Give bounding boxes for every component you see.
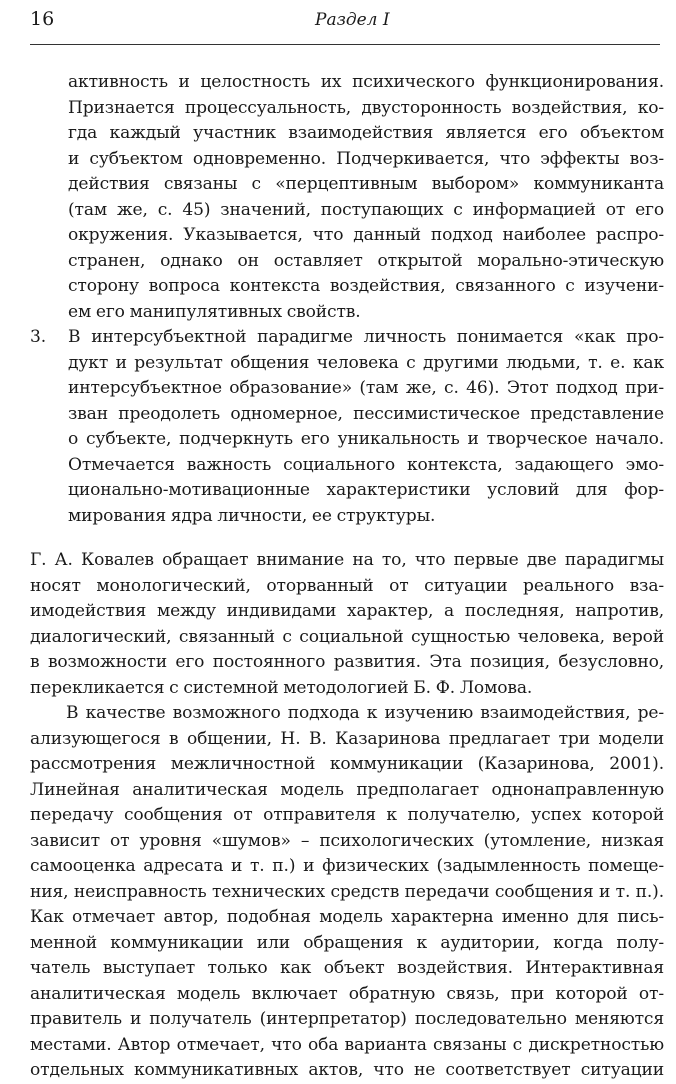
list-item-2-continuation [68,70,664,325]
text-line: Отмечается важность социального контекста, задающего эмо- [68,454,664,475]
text-line: рассмотрения межличностной коммуникации (Казаринова, 2001). [30,754,664,774]
text-line: перекликается с системной методологией Б. Ф. Ломова. [30,677,533,698]
text-line: В интерсубъектной парадигме личность понимается «как про- [68,327,664,347]
paragraph-gap [30,529,664,548]
text-line: ния, неисправность технических средств передачи сообщения и т. п.). [30,881,664,902]
text-line: Как отмечает автор, подобная модель характерна именно для пись- [30,907,664,927]
text-line: (там же, с. 45) значений, поступающих с информацией от его [68,199,664,220]
text-line: Линейная аналитическая модель предполагает однонаправленную [30,779,664,800]
page-number: 16 [30,8,55,30]
paragraph-kovalev [30,548,664,701]
list-marker: 3. [30,327,47,347]
text-line: странен, однако он оставляет открытой морально-этическую [68,250,664,271]
text-line: мирования ядра личности, ее структуры. [68,505,436,526]
page-header [30,8,660,36]
text-line: правитель и получатель (интерпретатор) последовательно меняются [30,1009,664,1029]
text-line: и субъектом одновременно. Подчеркивается, что эффекты воз- [68,148,664,169]
numbered-list [30,70,664,529]
text-line: Г. А. Ковалев обращает внимание на то, что первые две парадигмы [30,550,664,570]
text-line: аналитическая модель включает обратную связь, при которой от- [30,983,664,1004]
text-line: ционально-мотивационные характеристики условий для фор- [68,480,664,500]
text-line: сторону вопроса контекста воздействия, связанного с изучени- [68,276,664,296]
text-line: Признается процессуальность, двусторонность воздействия, ко- [68,97,664,118]
list-item-3 [30,325,664,529]
paragraph-kazarinova [30,701,664,1084]
header-divider [30,44,660,45]
text-line: В качестве возможного подхода к изучению взаимодействия, ре- [66,703,664,723]
text-line: чатель выступает только как объект воздействия. Интерактивная [30,958,664,978]
text-line: менной коммуникации или обращения к аудитории, когда полу- [30,932,664,953]
text-line: зависит от уровня «шумов» – психологических (утомление, низкая [30,830,664,851]
text-line: ем его манипулятивных свойств. [68,301,361,322]
text-line: носят монологический, оторванный от ситуации реального вза- [30,575,664,596]
text-line: самооценка адресата и т. п.) и физических (задымленность помеще- [30,856,664,876]
text-line: интерсубъектное образование» (там же, с. 46). Этот подход при- [68,378,664,398]
text-line: имодействия между индивидами характер, а последняя, напротив, [30,601,664,621]
text-line: ализующегося в общении, Н. В. Казаринова предлагает три модели [30,728,664,749]
text-line: местами. Автор отмечает, что оба варианта связаны с дискретностью [30,1034,664,1055]
text-line: отдельных коммуникативных актов, что не соответствует ситуации [30,1060,664,1080]
text-line: окружения. Указывается, что данный подход наиболее распро- [68,225,664,245]
text-line: дукт и результат общения человека с другими людьми, т. е. как [68,352,664,373]
text-line: в возможности его постоянного развития. Эта позиция, безусловно, [30,652,664,672]
text-line: о субъекте, подчеркнуть его уникальность и творческое начало. [68,429,664,449]
text-line: диалогический, связанный с социальной сущностью человека, верой [30,626,664,647]
text-line: гда каждый участник взаимодействия является его объектом [68,123,664,143]
text-line: зван преодолеть одномерное, пессимистическое представление [68,403,664,424]
text-line: активность и целостность их психического функционирования. [68,72,664,92]
page-body [30,70,664,1084]
text-line: действия связаны с «перцептивным выбором» коммуниканта [68,174,664,194]
section-title: Раздел I [315,10,390,30]
text-line: передачу сообщения от отправителя к получателю, успех которой [30,805,664,825]
